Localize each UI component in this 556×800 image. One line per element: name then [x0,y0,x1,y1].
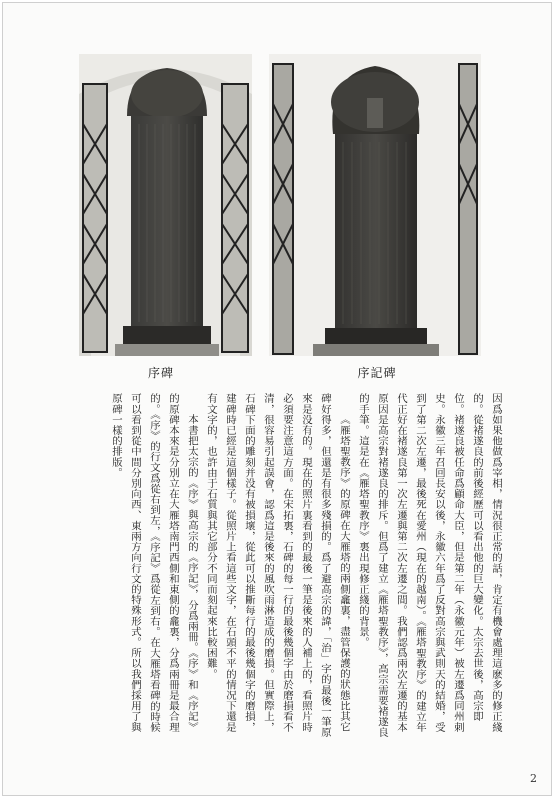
paragraph: 《雁塔聖教序》的原碑在大雁塔的兩側龕裏，盡管保護的狀態比其它碑好得多，但還是有很多殘損的。爲了避高宗的諱，「治」字的最後一筆原來是没有的。現在的照片裏看到的最後一筆是後來的人補上的，看照片時必須要注意這方面。在宋拓裏，石碑的每一行的最後幾個字由於磨損看不清，很容易引起誤會，認爲這是後來的風吹雨淋造成的磨損。但實際上，石碑下面的雕刻并没有被損壞，從此可以推斷每行的最後幾個字的磨損，建碑時已經是這個樣子。從照片上看這些文字，在石頭不平的情况下還是有文字的，也許由于石質與其它部分不同而刻起來比較困難。 [205,393,350,738]
caption-preface-stele: 序碑 [147,366,174,380]
stele-photo-preface-record [269,54,481,356]
caption-preface-record-stele: 序記碑 [357,366,397,380]
paragraph: 因爲如果他做爲宰相，情況很正常的話，肯定有機會處理這麽多的修正綫的。從褚遂良的前後經歷可以看出他的巨大變化。太宗去世後，高宗即位。褚遂良被任命爲顧命大臣，但是第二年（永徽元年）被左遷爲同州刺史。永徽三年召回長安以後，永徽六年爲了反對高宗與武則天的結婚，受到了第二次左遷，最後死在愛州（現在的越南）。《雁塔聖教序》的建立年代正好在褚遂良第一次左遷與第二次左遷之間。我們認爲兩次左遷的基本原因是高宗對褚遂良的排斥。但爲了建立《雁塔聖教序》，高宗需要褚遂良的手筆。這是在《雁塔聖教序》裏出現修正綫的背景。 [357,393,502,738]
vertical-body-text [55,393,505,741]
stele-photo-preface [79,54,252,356]
page-number: 2 [530,772,537,785]
paragraph: 本書把太宗的《序》與高宗的《序記》，分爲兩冊。《序》和《序記》的原碑本來是分別立在大雁塔南門西側和東側的龕裏，分爲兩冊是最合理的。《序》的行文爲從右到左，《序記》爲從左到右。在大雁塔看碑的時候可以看到從中間分別向西、東兩方向行文的特殊形式。所以我們採用了與原碑一樣的排版。 [110,393,198,733]
book-page [2,2,552,796]
